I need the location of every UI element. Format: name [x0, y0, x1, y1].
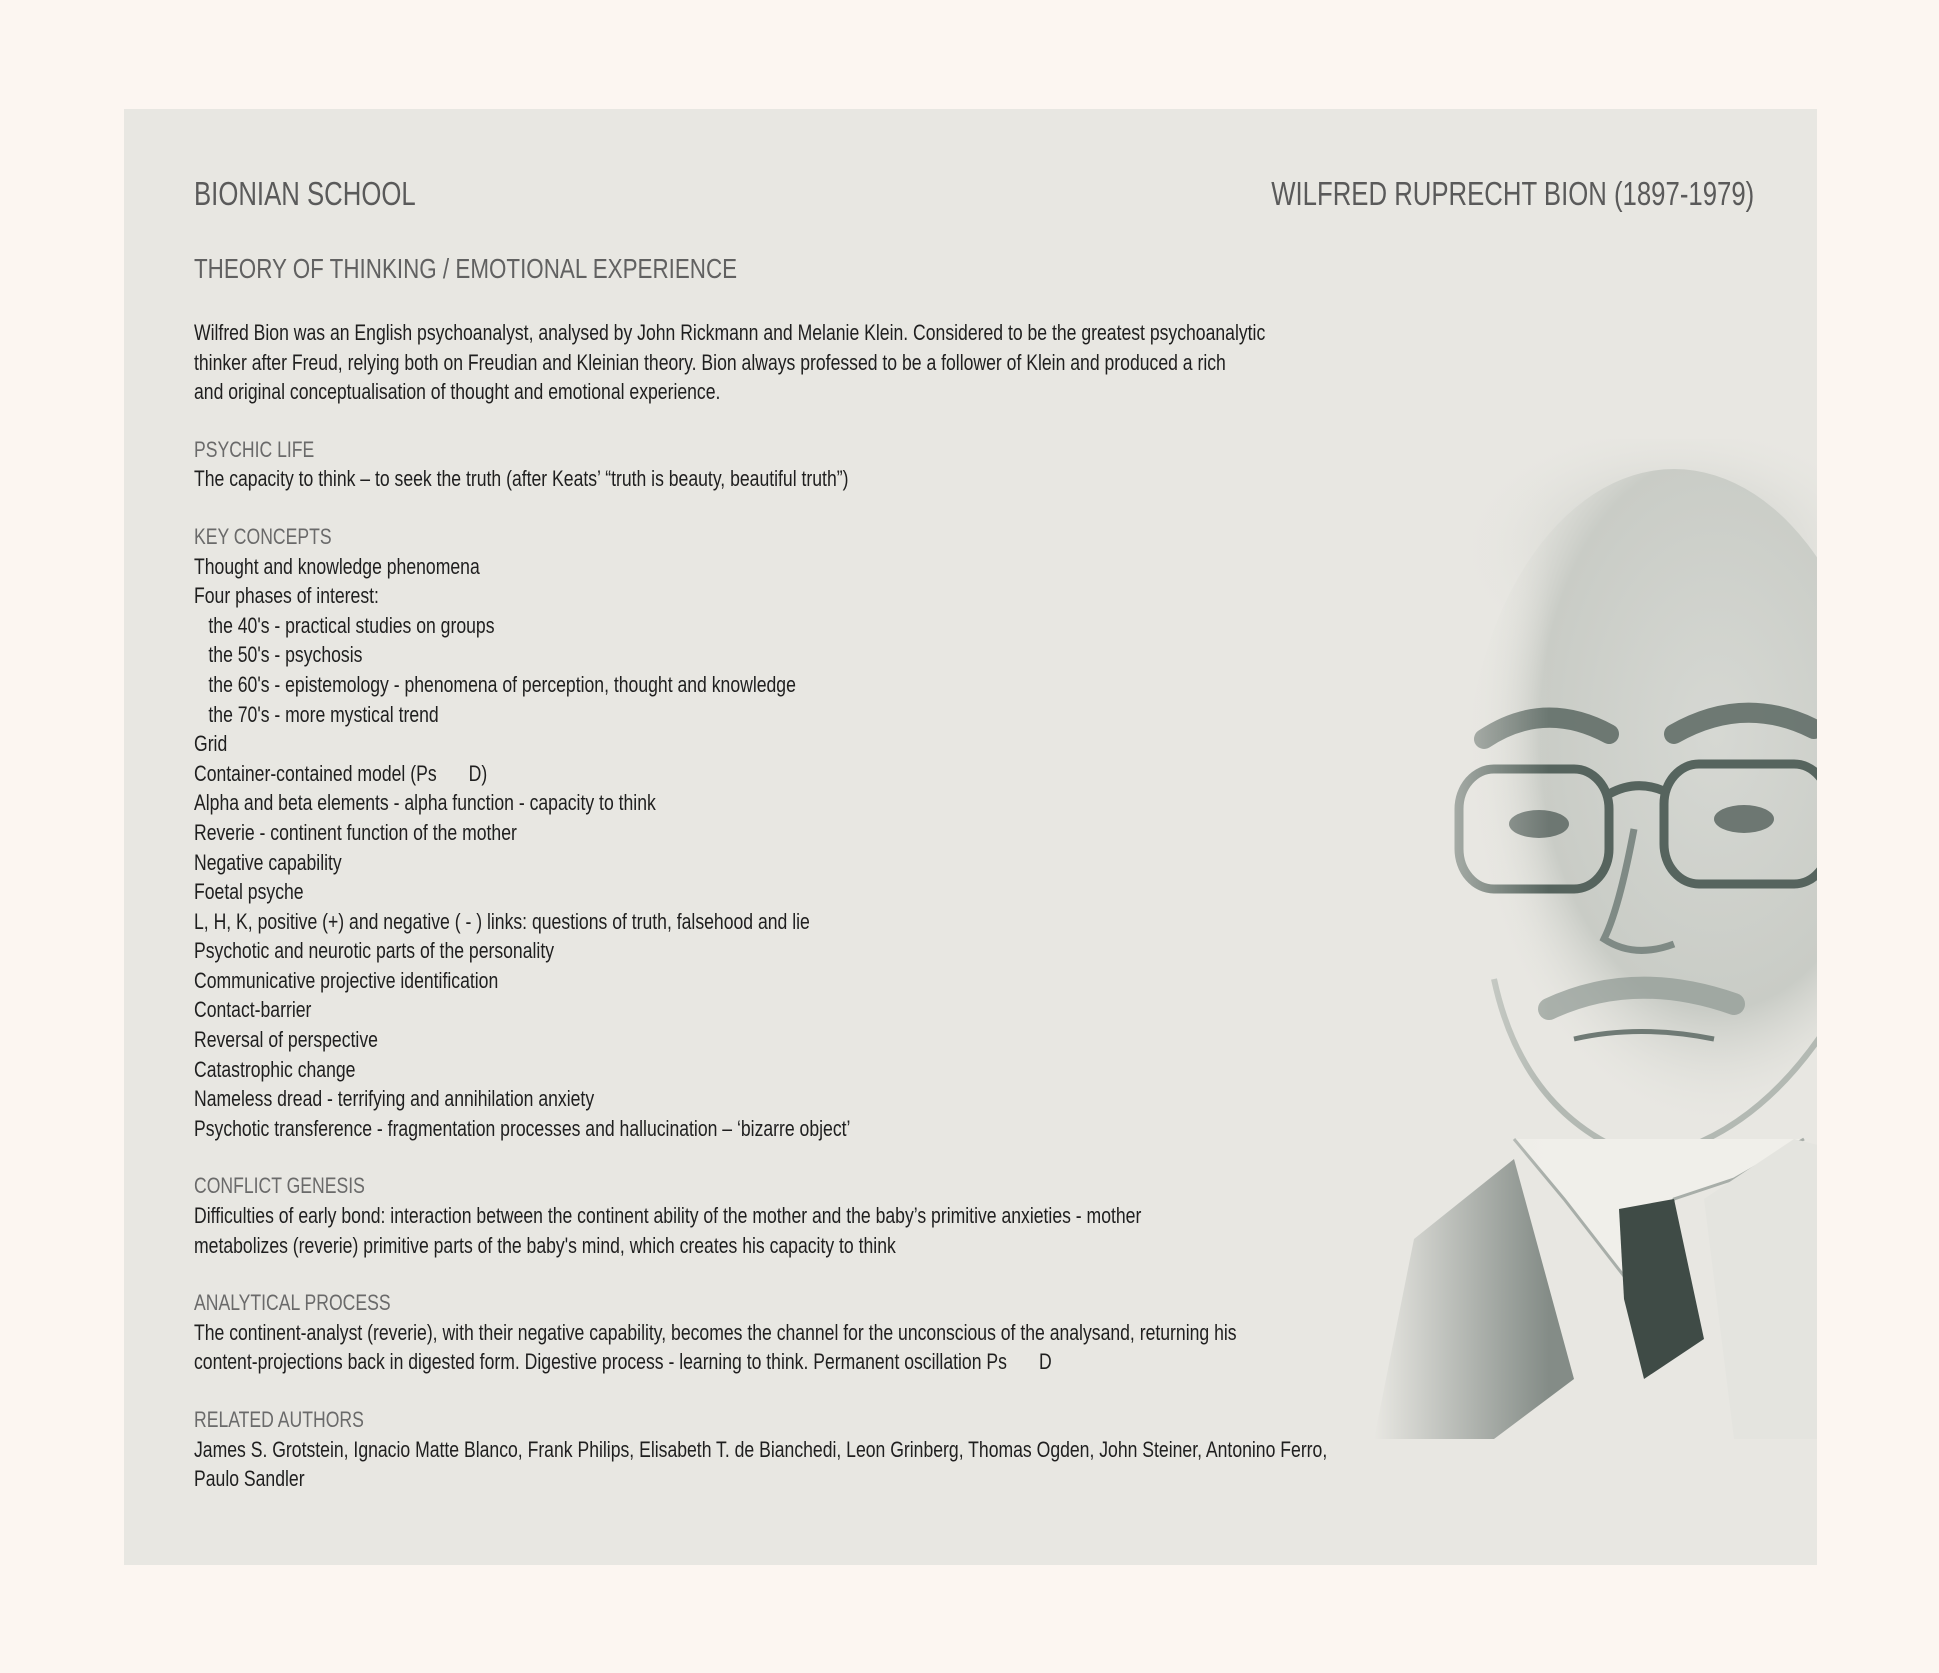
concept-item: Negative capability — [194, 849, 342, 875]
concept-item: L, H, K, positive (+) and negative ( - ) links: questions of truth, falsehood and lie — [194, 908, 810, 934]
concept-item: Psychotic transference - fragmentation processes and hallucination – ‘bizarre object’ — [194, 1115, 851, 1141]
section-analytical-process — [194, 1288, 1474, 1377]
section-conflict-genesis — [194, 1171, 1474, 1260]
intro-line: and original conceptualisation of thought and emotional experience. — [194, 379, 721, 405]
concept-item: Catastrophic change — [194, 1056, 356, 1082]
concept-item: Alpha and beta elements - alpha function - capacity to think — [194, 790, 656, 816]
section-heading: KEY CONCEPTS — [194, 523, 332, 549]
concept-subitem: the 50's - psychosis — [208, 642, 363, 668]
section-line: James S. Grotstein, Ignacio Matte Blanco, Frank Philips, Elisabeth T. de Bianchedi, Leon Grinberg, Thomas Ogden, John Steiner, Antonino Ferro, — [194, 1436, 1328, 1462]
section-line-part: D — [1038, 1349, 1052, 1375]
concept-item-part: D) — [468, 760, 488, 786]
concept-item: Nameless dread - terrifying and annihilation anxiety — [194, 1086, 595, 1112]
school-title: BIONIAN SCHOOL — [194, 175, 416, 212]
intro-paragraph — [194, 318, 1474, 407]
concept-item-part: Container-contained model (Ps — [194, 760, 437, 786]
section-related-authors — [194, 1405, 1474, 1494]
section-line: The continent-analyst (reverie), with their negative capability, becomes the channel for the unconscious of the analysand, returning his — [194, 1319, 1237, 1345]
author-title: WILFRED RUPRECHT BION (1897-1979) — [1271, 175, 1754, 212]
section-line: metabolizes (reverie) primitive parts of the baby's mind, which creates his capacity to think — [194, 1232, 896, 1258]
concept-item: Grid — [194, 731, 228, 757]
section-key-concepts — [194, 522, 1474, 1143]
section-line: Paulo Sandler — [194, 1466, 305, 1492]
concept-item: Foetal psyche — [194, 879, 304, 905]
section-line-part: content-projections back in digested form. Digestive process - learning to think. Permanent oscillation Ps — [194, 1349, 1007, 1375]
concept-item: Thought and knowledge phenomena — [194, 553, 480, 579]
subtitle: THEORY OF THINKING / EMOTIONAL EXPERIENCE — [194, 253, 738, 284]
section-line: The capacity to think – to seek the truth (after Keats’ “truth is beauty, beautiful truth”) — [194, 466, 849, 492]
section-heading: PSYCHIC LIFE — [194, 436, 315, 462]
intro-line: Wilfred Bion was an English psychoanalyst, analysed by John Rickmann and Melanie Klein. Considered to be the greatest psychoanalytic — [194, 320, 1266, 345]
concept-item — [194, 759, 1474, 789]
section-line — [194, 1347, 1474, 1377]
section-psychic-life — [194, 435, 1474, 494]
concept-subitem: the 60's - epistemology - phenomena of perception, thought and knowledge — [208, 671, 796, 697]
concept-item: Contact-barrier — [194, 997, 312, 1023]
concept-subitem: the 40's - practical studies on groups — [208, 612, 495, 638]
section-heading: RELATED AUTHORS — [194, 1407, 364, 1432]
section-heading: ANALYTICAL PROCESS — [194, 1290, 391, 1316]
concept-subitem: the 70's - more mystical trend — [208, 701, 439, 727]
concept-item: Reversal of perspective — [194, 1027, 378, 1053]
intro-line: thinker after Freud, relying both on Freudian and Kleinian theory. Bion always professed to be a follower of Klein and produced a rich — [194, 349, 1226, 375]
section-heading: CONFLICT GENESIS — [194, 1173, 365, 1199]
concept-item: Reverie - continent function of the mother — [194, 819, 517, 845]
concept-item: Communicative projective identification — [194, 967, 499, 993]
poster-panel — [124, 109, 1817, 1565]
section-line: Difficulties of early bond: interaction between the continent ability of the mother and the baby’s primitive anxieties - mother — [194, 1203, 1142, 1229]
body-text — [194, 318, 1474, 1494]
concept-item: Four phases of interest: — [194, 583, 379, 609]
concept-item: Psychotic and neurotic parts of the personality — [194, 938, 555, 964]
